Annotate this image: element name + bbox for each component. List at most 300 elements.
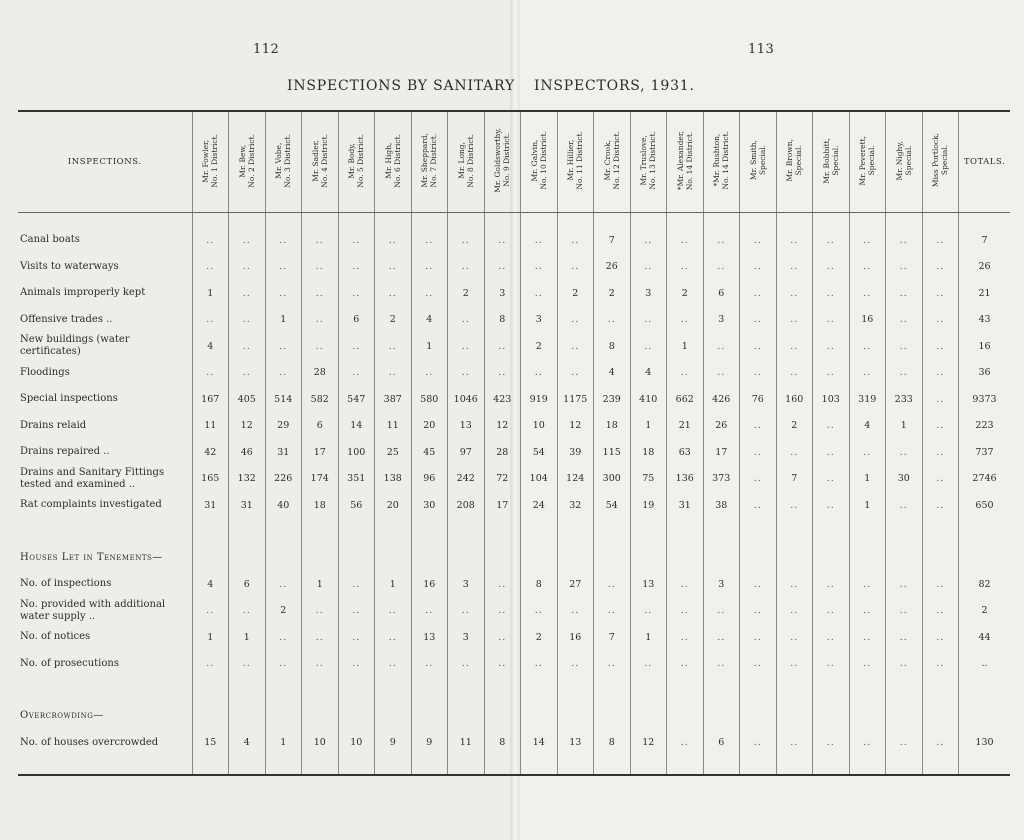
cell-value: ..: [813, 360, 850, 387]
cell-value: ..: [521, 651, 558, 678]
cell-value: ..: [667, 651, 704, 678]
cell-value: 3: [703, 307, 740, 334]
cell-value: ..: [740, 492, 777, 519]
cell-value: ..: [849, 227, 886, 254]
cell-value: 11: [375, 413, 412, 440]
cell-value: 1: [886, 413, 923, 440]
cell-value: 19: [630, 492, 667, 519]
cell-value: 580: [411, 386, 448, 413]
cell-value: 351: [338, 466, 375, 493]
cell-value: ..: [302, 598, 339, 625]
cell-value: ..: [740, 227, 777, 254]
cell-value: 1175: [557, 386, 594, 413]
cell-value: ..: [886, 280, 923, 307]
inspector-column-header: [776, 112, 813, 213]
cell-value: ..: [776, 492, 813, 519]
row-total: 44: [959, 624, 1011, 651]
cell-value: ..: [484, 624, 521, 651]
cell-value: 97: [448, 439, 485, 466]
left-page-number: 112: [253, 42, 280, 57]
cell-value: ..: [557, 227, 594, 254]
inspector-column-header: [411, 112, 448, 213]
cell-value: 167: [192, 386, 229, 413]
inspector-column-header: [740, 112, 777, 213]
cell-value: ..: [886, 598, 923, 625]
table-row: [18, 624, 1010, 651]
cell-value: ..: [229, 598, 266, 625]
cell-value: ..: [849, 571, 886, 598]
section-heading-row: [18, 689, 1010, 730]
cell-value: ..: [448, 307, 485, 334]
cell-value: ..: [886, 227, 923, 254]
row-total: 36: [959, 360, 1011, 387]
cell-value: 24: [521, 492, 558, 519]
inspector-name: Miss Portlock, Special.: [931, 133, 950, 188]
cell-value: 1: [411, 333, 448, 360]
cell-value: ..: [521, 360, 558, 387]
cell-value: 4: [192, 571, 229, 598]
cell-value: ..: [630, 227, 667, 254]
cell-value: ..: [375, 360, 412, 387]
cell-value: 387: [375, 386, 412, 413]
cell-value: ..: [667, 730, 704, 757]
cell-value: ..: [375, 624, 412, 651]
cell-value: 136: [667, 466, 704, 493]
inspector-column-header: [630, 112, 667, 213]
cell-value: 30: [886, 466, 923, 493]
cell-value: ..: [813, 439, 850, 466]
section-heading-row: [18, 531, 1010, 572]
cell-value: ..: [922, 624, 959, 651]
cell-value: 242: [448, 466, 485, 493]
cell-value: 4: [594, 360, 631, 387]
cell-value: ..: [630, 598, 667, 625]
inspector-name: Mr. Peverett, Special.: [858, 135, 877, 186]
cell-value: ..: [265, 333, 302, 360]
cell-value: ..: [338, 280, 375, 307]
cell-value: 1: [192, 280, 229, 307]
cell-value: ..: [448, 360, 485, 387]
cell-value: ..: [740, 280, 777, 307]
cell-value: ..: [265, 280, 302, 307]
cell-value: 300: [594, 466, 631, 493]
inspector-column-header: [265, 112, 302, 213]
cell-value: ..: [740, 651, 777, 678]
cell-value: 547: [338, 386, 375, 413]
section-heading: Houses Let in Tenements—: [20, 551, 163, 563]
cell-value: 40: [265, 492, 302, 519]
cell-value: ..: [338, 254, 375, 281]
title-right: INSPECTORS, 1931.: [534, 78, 695, 94]
cell-value: 226: [265, 466, 302, 493]
cell-value: 10: [302, 730, 339, 757]
cell-value: 9: [411, 730, 448, 757]
cell-value: ..: [922, 492, 959, 519]
cell-value: ..: [484, 227, 521, 254]
cell-value: 6: [703, 730, 740, 757]
inspector-name: Mr. Brown, Special.: [785, 139, 804, 182]
cell-value: 6: [703, 280, 740, 307]
cell-value: ..: [338, 333, 375, 360]
table-row: [18, 413, 1010, 440]
table-row: [18, 730, 1010, 757]
cell-value: 76: [740, 386, 777, 413]
cell-value: ..: [776, 730, 813, 757]
cell-value: 13: [630, 571, 667, 598]
row-label: Special inspections: [20, 393, 118, 405]
table-body: [18, 213, 1010, 776]
cell-value: ..: [886, 624, 923, 651]
inspector-name: *Mr. Rushton, No. 14 District.: [712, 131, 731, 190]
cell-value: ..: [448, 254, 485, 281]
cell-value: ..: [265, 360, 302, 387]
cell-value: ..: [922, 307, 959, 334]
row-total: 16: [959, 333, 1011, 360]
cell-value: ..: [192, 227, 229, 254]
cell-value: ..: [302, 280, 339, 307]
cell-value: ..: [740, 254, 777, 281]
cell-value: ..: [338, 624, 375, 651]
cell-value: ..: [375, 254, 412, 281]
cell-value: ..: [776, 624, 813, 651]
cell-value: ..: [411, 280, 448, 307]
cell-value: ..: [922, 280, 959, 307]
cell-value: ..: [922, 439, 959, 466]
cell-value: 27: [557, 571, 594, 598]
cell-value: ..: [813, 651, 850, 678]
cell-value: 20: [411, 413, 448, 440]
cell-value: ..: [813, 307, 850, 334]
row-total: ..: [959, 651, 1011, 678]
inspections-table: [18, 110, 1010, 776]
cell-value: 405: [229, 386, 266, 413]
cell-value: ..: [594, 598, 631, 625]
row-total: 130: [959, 730, 1011, 757]
row-label: Drains relaid: [20, 419, 87, 431]
cell-value: 12: [630, 730, 667, 757]
cell-value: 31: [667, 492, 704, 519]
cell-value: ..: [667, 254, 704, 281]
inspector-column-header: [192, 112, 229, 213]
cell-value: ..: [667, 360, 704, 387]
cell-value: ..: [338, 227, 375, 254]
row-total: 21: [959, 280, 1011, 307]
cell-value: ..: [703, 360, 740, 387]
table-row: [18, 280, 1010, 307]
inspector-name: Mr. Smith, Special.: [748, 140, 767, 181]
cell-value: ..: [886, 254, 923, 281]
cell-value: ..: [740, 439, 777, 466]
cell-value: ..: [776, 439, 813, 466]
cell-value: ..: [849, 333, 886, 360]
cell-value: 11: [448, 730, 485, 757]
inspector-name: Mr. Body, No. 5 District.: [347, 133, 366, 188]
cell-value: ..: [776, 227, 813, 254]
cell-value: ..: [740, 333, 777, 360]
cell-value: 8: [484, 307, 521, 334]
cell-value: 30: [411, 492, 448, 519]
cell-value: ..: [740, 624, 777, 651]
inspector-column-header: [229, 112, 266, 213]
cell-value: ..: [448, 333, 485, 360]
cell-value: 1: [375, 571, 412, 598]
cell-value: 1: [849, 492, 886, 519]
cell-value: ..: [667, 227, 704, 254]
inspector-name: Mr. High, No. 6 District.: [383, 133, 402, 188]
cell-value: ..: [411, 598, 448, 625]
cell-value: 8: [594, 730, 631, 757]
cell-value: ..: [375, 227, 412, 254]
cell-value: ..: [557, 598, 594, 625]
cell-value: 14: [338, 413, 375, 440]
cell-value: ..: [703, 651, 740, 678]
cell-value: ..: [448, 598, 485, 625]
cell-value: ..: [630, 307, 667, 334]
cell-value: ..: [703, 333, 740, 360]
row-label: No. of prosecutions: [20, 657, 119, 669]
cell-value: ..: [667, 598, 704, 625]
row-total: 2: [959, 598, 1011, 625]
cell-value: ..: [630, 254, 667, 281]
inspector-name: Mr. Bew, No. 2 District.: [237, 133, 256, 188]
cell-value: 18: [630, 439, 667, 466]
cell-value: 3: [630, 280, 667, 307]
cell-value: 4: [192, 333, 229, 360]
cell-value: 12: [484, 413, 521, 440]
cell-value: 10: [338, 730, 375, 757]
cell-value: ..: [557, 651, 594, 678]
cell-value: ..: [302, 307, 339, 334]
cell-value: 100: [338, 439, 375, 466]
cell-value: ..: [703, 254, 740, 281]
cell-value: 2: [594, 280, 631, 307]
cell-value: 13: [411, 624, 448, 651]
table-row: [18, 254, 1010, 281]
spacer-row: [18, 213, 1010, 228]
cell-value: ..: [740, 571, 777, 598]
cell-value: ..: [229, 651, 266, 678]
cell-value: ..: [776, 333, 813, 360]
cell-value: 72: [484, 466, 521, 493]
table-row: [18, 333, 1010, 360]
inspections-column-header: INSPECTIONS.: [18, 112, 192, 213]
cell-value: 160: [776, 386, 813, 413]
row-label: New buildings (water certificates): [20, 334, 130, 358]
cell-value: ..: [448, 651, 485, 678]
cell-value: ..: [557, 360, 594, 387]
spacer-row: [18, 519, 1010, 531]
inspector-column-header: [484, 112, 521, 213]
cell-value: ..: [229, 333, 266, 360]
cell-value: 18: [302, 492, 339, 519]
cell-value: ..: [813, 466, 850, 493]
cell-value: 2: [521, 333, 558, 360]
cell-value: 410: [630, 386, 667, 413]
cell-value: 174: [302, 466, 339, 493]
cell-value: ..: [922, 466, 959, 493]
cell-value: ..: [813, 254, 850, 281]
inspector-column-header: [338, 112, 375, 213]
cell-value: 1046: [448, 386, 485, 413]
cell-value: 1: [849, 466, 886, 493]
cell-value: 2: [776, 413, 813, 440]
cell-value: ..: [886, 730, 923, 757]
cell-value: 29: [265, 413, 302, 440]
cell-value: 31: [192, 492, 229, 519]
cell-value: ..: [484, 360, 521, 387]
cell-value: ..: [703, 598, 740, 625]
row-label: No. of notices: [20, 631, 91, 643]
inspector-column-header: [375, 112, 412, 213]
cell-value: 319: [849, 386, 886, 413]
cell-value: 4: [849, 413, 886, 440]
row-total: 43: [959, 307, 1011, 334]
cell-value: ..: [740, 413, 777, 440]
row-label: Drains repaired ..: [20, 446, 110, 458]
cell-value: ..: [922, 651, 959, 678]
totals-column-header: TOTALS.: [959, 112, 1011, 213]
cell-value: 28: [302, 360, 339, 387]
cell-value: ..: [776, 598, 813, 625]
cell-value: ..: [849, 730, 886, 757]
inspector-name: Mr. Bobbitt, Special.: [821, 137, 840, 184]
cell-value: ..: [667, 307, 704, 334]
cell-value: ..: [776, 571, 813, 598]
cell-value: ..: [922, 227, 959, 254]
cell-value: 31: [229, 492, 266, 519]
inspector-column-header: [521, 112, 558, 213]
cell-value: ..: [813, 413, 850, 440]
cell-value: ..: [375, 651, 412, 678]
cell-value: ..: [849, 360, 886, 387]
cell-value: ..: [375, 333, 412, 360]
row-label: Rat complaints investigated: [20, 499, 162, 511]
cell-value: 38: [703, 492, 740, 519]
row-label: Floodings: [20, 366, 70, 378]
cell-value: ..: [375, 598, 412, 625]
cell-value: ..: [922, 386, 959, 413]
table-row: [18, 571, 1010, 598]
table-row: [18, 466, 1010, 493]
right-page-number: 113: [748, 42, 775, 57]
cell-value: ..: [265, 624, 302, 651]
row-label: Visits to waterways: [20, 260, 119, 272]
cell-value: ..: [703, 624, 740, 651]
cell-value: 16: [411, 571, 448, 598]
cell-value: ..: [849, 598, 886, 625]
cell-value: 42: [192, 439, 229, 466]
inspector-column-header: [886, 112, 923, 213]
inspector-name: Mr. Vobe, No. 3 District.: [274, 133, 293, 188]
cell-value: ..: [813, 492, 850, 519]
cell-value: ..: [740, 466, 777, 493]
header-row: [18, 112, 1010, 213]
inspector-column-header: [849, 112, 886, 213]
cell-value: ..: [740, 360, 777, 387]
cell-value: ..: [411, 227, 448, 254]
cell-value: ..: [849, 280, 886, 307]
cell-value: ..: [302, 624, 339, 651]
inspector-column-header: [594, 112, 631, 213]
cell-value: ..: [886, 307, 923, 334]
cell-value: ..: [448, 227, 485, 254]
cell-value: ..: [484, 651, 521, 678]
row-label: No. provided with additional water supply ..: [20, 598, 166, 622]
cell-value: 3: [484, 280, 521, 307]
cell-value: ..: [557, 333, 594, 360]
row-label: No. of inspections: [20, 578, 112, 590]
cell-value: ..: [338, 571, 375, 598]
cell-value: ..: [630, 333, 667, 360]
row-total: 650: [959, 492, 1011, 519]
cell-value: ..: [557, 307, 594, 334]
cell-value: ..: [265, 651, 302, 678]
cell-value: 582: [302, 386, 339, 413]
cell-value: 25: [375, 439, 412, 466]
cell-value: 426: [703, 386, 740, 413]
cell-value: 75: [630, 466, 667, 493]
table-row: [18, 492, 1010, 519]
cell-value: 12: [557, 413, 594, 440]
cell-value: ..: [886, 571, 923, 598]
cell-value: 132: [229, 466, 266, 493]
cell-value: ..: [411, 651, 448, 678]
cell-value: ..: [813, 571, 850, 598]
cell-value: 45: [411, 439, 448, 466]
inspector-name: Mr. Goldsworthy, No. 9 District.: [493, 128, 512, 193]
cell-value: ..: [411, 360, 448, 387]
cell-value: ..: [192, 360, 229, 387]
cell-value: 16: [849, 307, 886, 334]
cell-value: ..: [557, 254, 594, 281]
row-label: Offensive trades ..: [20, 313, 113, 325]
inspector-column-header: [557, 112, 594, 213]
inspector-name: Mr. Long, No. 8 District.: [456, 133, 475, 188]
inspector-name: Mr. Sadler, No. 4 District.: [310, 133, 329, 188]
cell-value: ..: [521, 254, 558, 281]
cell-value: ..: [886, 439, 923, 466]
table-row: [18, 439, 1010, 466]
cell-value: 124: [557, 466, 594, 493]
cell-value: ..: [229, 360, 266, 387]
table-row: [18, 360, 1010, 387]
cell-value: ..: [813, 227, 850, 254]
row-total: 2746: [959, 466, 1011, 493]
cell-value: ..: [922, 413, 959, 440]
inspector-name: *Mr. Alexander, No. 14 District.: [675, 130, 694, 191]
cell-value: ..: [740, 598, 777, 625]
cell-value: ..: [521, 227, 558, 254]
inspector-name: Mr. Hillier, No. 11 District.: [566, 131, 585, 190]
cell-value: ..: [922, 571, 959, 598]
cell-value: 2: [521, 624, 558, 651]
cell-value: ..: [594, 571, 631, 598]
cell-value: ..: [813, 624, 850, 651]
cell-value: 17: [302, 439, 339, 466]
cell-value: 7: [594, 624, 631, 651]
cell-value: 16: [557, 624, 594, 651]
cell-value: ..: [594, 307, 631, 334]
cell-value: 2: [448, 280, 485, 307]
cell-value: ..: [484, 598, 521, 625]
inspector-column-header: [703, 112, 740, 213]
title-left: INSPECTIONS BY SANITARY: [287, 78, 516, 94]
cell-value: 1: [630, 413, 667, 440]
cell-value: ..: [375, 280, 412, 307]
cell-value: 32: [557, 492, 594, 519]
cell-value: ..: [302, 254, 339, 281]
cell-value: 31: [265, 439, 302, 466]
